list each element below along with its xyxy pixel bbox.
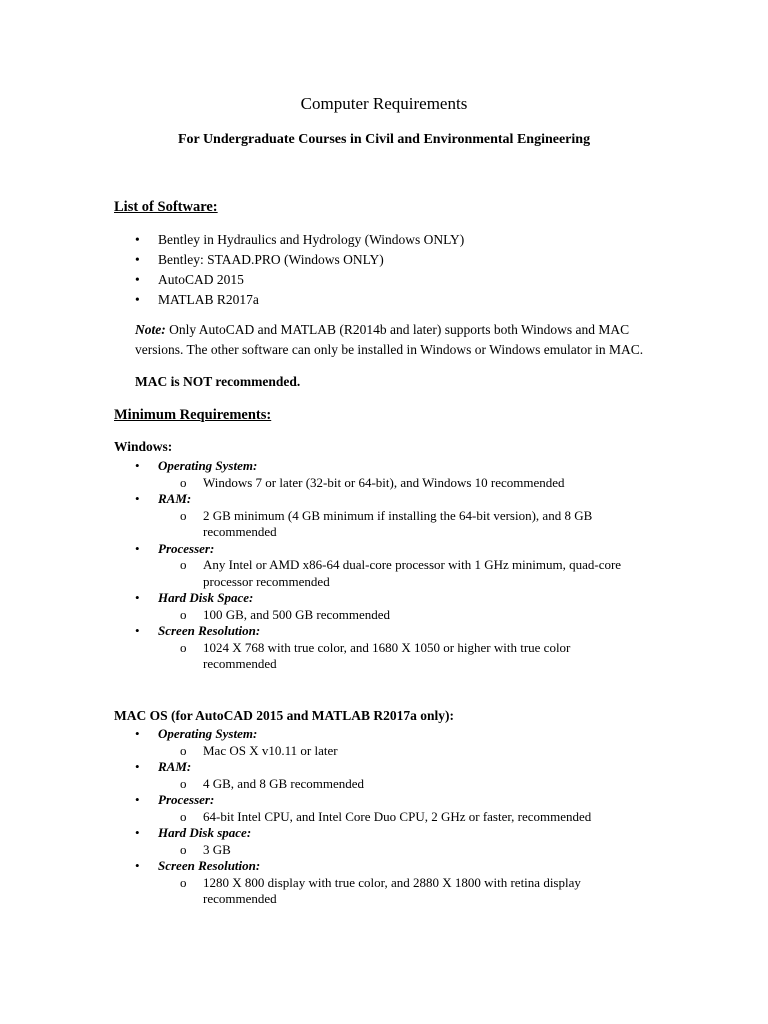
software-list xyxy=(114,230,464,310)
req-detail: o 1280 X 800 display with true color, and 2880 X 1800 with retina display recommended xyxy=(158,875,623,908)
list-item xyxy=(114,792,674,825)
mac-warning: MAC is NOT recommended. xyxy=(135,374,301,389)
req-label: • Processer: xyxy=(158,792,215,807)
list-item: • Bentley: STAAD.PRO (Windows ONLY) xyxy=(114,250,464,270)
req-detail: o Any Intel or AMD x86-64 dual-core processor with 1 GHz minimum, quad-core processor recommended xyxy=(158,557,623,590)
list-item xyxy=(114,491,674,541)
list-item: • AutoCAD 2015 xyxy=(114,270,464,290)
list-item xyxy=(114,623,674,673)
mac-requirements xyxy=(114,726,674,908)
list-item xyxy=(114,858,674,908)
windows-heading: Windows: xyxy=(114,439,173,454)
list-item xyxy=(114,458,674,491)
note-text: Only AutoCAD and MATLAB (R2014b and later) supports both Windows and MAC versions. The other software can only be installed in Windows or Windows emulator in MAC. xyxy=(135,322,644,357)
list-item xyxy=(114,590,674,623)
req-label: • Processer: xyxy=(158,540,215,556)
req-label: • Screen Resolution: xyxy=(158,623,261,638)
page-subtitle: For Undergraduate Courses in Civil and Environmental Engineering xyxy=(177,132,591,147)
req-detail: o 64-bit Intel CPU, and Intel Core Duo CPU, 2 GHz or faster, recommended xyxy=(158,809,674,826)
list-item xyxy=(114,759,674,792)
note-label: Note: xyxy=(135,322,166,337)
page-title: Computer Requirements xyxy=(300,94,468,113)
req-detail: o 3 GB xyxy=(158,842,674,859)
req-label: • RAM: xyxy=(158,491,192,506)
windows-requirements xyxy=(114,458,674,673)
req-detail: o Mac OS X v10.11 or later xyxy=(158,743,674,760)
req-label: • Hard Disk space: xyxy=(158,825,252,840)
req-detail: o 1024 X 768 with true color, and 1680 X 1050 or higher with true color recommended xyxy=(158,640,623,673)
software-heading: List of Software: xyxy=(114,199,218,215)
req-label: • RAM: xyxy=(158,759,192,774)
list-item xyxy=(114,541,674,591)
req-detail: o 4 GB, and 8 GB recommended xyxy=(158,776,674,793)
req-label: • Hard Disk Space: xyxy=(158,590,254,605)
req-label: • Screen Resolution: xyxy=(158,858,261,873)
list-item: • MATLAB R2017a xyxy=(114,290,464,310)
mac-heading: MAC OS (for AutoCAD 2015 and MATLAB R2017a only): xyxy=(114,708,455,723)
list-item xyxy=(114,825,674,858)
req-detail: o 2 GB minimum (4 GB minimum if installing the 64-bit version), and 8 GB recommended xyxy=(158,508,623,541)
req-label: • Operating System: xyxy=(158,726,258,741)
minimum-heading: Minimum Requirements: xyxy=(114,407,272,423)
req-label: • Operating System: xyxy=(158,458,258,473)
software-note xyxy=(135,320,675,360)
req-detail: o 100 GB, and 500 GB recommended xyxy=(158,607,674,624)
list-item xyxy=(114,726,674,759)
req-detail: o Windows 7 or later (32-bit or 64-bit), and Windows 10 recommended xyxy=(158,475,674,492)
list-item: • Bentley in Hydraulics and Hydrology (Windows ONLY) xyxy=(114,230,464,250)
